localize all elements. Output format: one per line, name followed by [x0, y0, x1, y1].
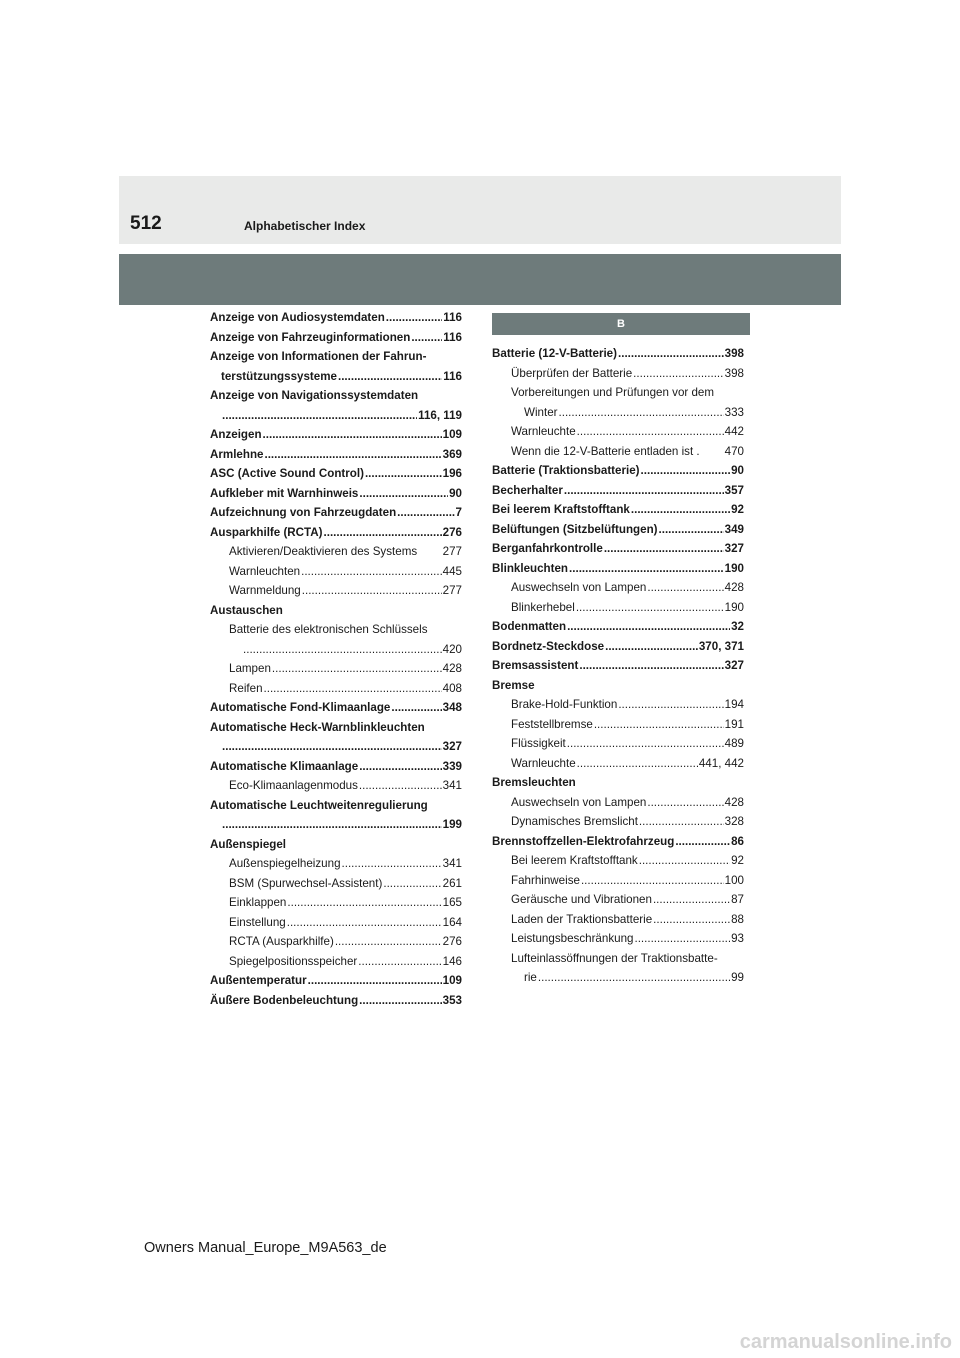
page-reference: 341 — [442, 857, 462, 870]
page-reference: 190 — [724, 561, 744, 575]
index-entry — [492, 695, 744, 715]
leader-dots — [579, 656, 723, 676]
index-entry — [492, 559, 744, 579]
leader-dots — [605, 637, 698, 657]
index-term: terstützungssysteme — [221, 369, 337, 383]
index-term: Winter — [524, 405, 558, 419]
page-reference: 93 — [731, 932, 744, 945]
index-term: Feststellbremse — [511, 717, 593, 731]
page-reference: 90 — [449, 486, 462, 500]
header-band — [119, 176, 841, 244]
index-term: Brake-Hold-Funktion — [511, 698, 618, 711]
index-entry — [210, 562, 462, 582]
index-entry — [210, 406, 462, 426]
page-reference: 428 — [724, 795, 744, 809]
leader-dots — [302, 581, 442, 601]
leader-dots — [308, 971, 442, 991]
leader-dots — [538, 968, 730, 988]
index-entry — [492, 968, 744, 988]
page-reference: 116 — [443, 330, 462, 344]
leader-dots — [272, 659, 442, 679]
index-term: Bordnetz-Steckdose — [492, 639, 605, 653]
footer-text: Owners Manual_Europe_M9A563_de — [144, 1240, 387, 1256]
leader-dots — [633, 364, 723, 384]
index-term: Becherhalter — [492, 483, 563, 497]
index-term: Leistungsbeschränkung — [511, 932, 634, 945]
leader-dots — [653, 910, 730, 930]
leader-dots — [577, 422, 724, 442]
index-term: Austauschen — [210, 603, 283, 617]
index-term: Batterie (Traktionsbatterie) — [492, 464, 640, 477]
index-entry — [492, 754, 744, 774]
index-term: Äußere Bodenbeleuchtung — [210, 993, 359, 1007]
index-term: Belüftungen (Sitzbelüftungen) — [492, 522, 658, 536]
page-reference: 261 — [442, 876, 462, 890]
page-reference: 165 — [442, 896, 462, 909]
index-term: Bei leerem Kraftstofftank — [511, 854, 638, 867]
page-reference: 32 — [731, 620, 744, 633]
page-reference: 370, 371 — [698, 639, 744, 653]
index-entry — [492, 812, 744, 832]
leader-dots — [359, 776, 442, 796]
index-term: Wenn die 12-V-Batterie entladen ist . — [511, 444, 700, 458]
index-entry — [492, 851, 744, 871]
index-term: Geräusche und Vibrationen — [511, 893, 652, 906]
leader-dots — [411, 328, 442, 348]
index-term: Aktivieren/Deaktivieren des Systems — [229, 545, 418, 558]
page-reference: 398 — [724, 347, 744, 360]
leader-dots — [287, 913, 442, 933]
section-letter-bar: B — [492, 313, 750, 335]
index-entry — [492, 637, 744, 657]
index-term: Bei leerem Kraftstofftank — [492, 503, 630, 516]
page-reference: 86 — [731, 834, 744, 848]
page-reference: 408 — [442, 681, 462, 695]
index-entry — [492, 481, 744, 501]
leader-dots — [567, 734, 724, 754]
index-entry — [210, 367, 462, 387]
leader-dots — [641, 461, 731, 481]
index-term: Fahrhinweise — [511, 873, 580, 887]
leader-dots — [391, 698, 441, 718]
index-entry — [492, 442, 744, 462]
page-reference: 88 — [731, 912, 744, 926]
leader-dots — [631, 500, 730, 520]
leader-dots — [342, 854, 442, 874]
index-term: Anzeigen — [210, 428, 262, 441]
watermark: carmanualsonline.info — [739, 1331, 952, 1353]
page-reference: 92 — [731, 854, 744, 867]
page-reference: 327 — [442, 740, 462, 753]
index-term: Automatische Heck-Warnblinkleuchten — [210, 720, 425, 734]
index-term: Einstellung — [229, 915, 286, 929]
index-entry — [210, 523, 462, 543]
page-reference: 489 — [724, 737, 744, 750]
leader-dots — [647, 793, 723, 813]
page-reference: 191 — [724, 717, 744, 731]
index-entry — [210, 815, 462, 835]
index-term: BSM (Spurwechsel-Assistent) — [229, 876, 383, 890]
index-entry — [210, 679, 462, 699]
index-term: Warnleuchten — [229, 564, 301, 578]
index-entry — [210, 757, 462, 777]
index-term: Blinkerhebel — [511, 600, 575, 614]
page-reference: 7 — [455, 506, 462, 519]
leader-dots — [675, 832, 730, 852]
index-term: Bremsleuchten — [492, 776, 576, 789]
page-reference: 116, 119 — [418, 408, 462, 422]
index-term: Flüssigkeit — [511, 737, 566, 750]
leader-dots — [618, 695, 723, 715]
index-entry — [492, 383, 744, 403]
index-entry — [210, 601, 462, 621]
index-entry — [210, 835, 462, 855]
page-reference: 190 — [724, 600, 744, 614]
index-term: Laden der Traktionsbatterie — [511, 912, 653, 926]
section-title: Alphabetischer Index — [244, 219, 366, 233]
page-reference: 328 — [724, 815, 744, 828]
index-term: Warnleuchte — [511, 756, 576, 770]
index-term: Lufteinlassöffnungen der Traktionsbatte- — [511, 951, 718, 965]
index-term: Anzeige von Audiosystemdaten — [210, 311, 385, 324]
leader-dots — [594, 715, 724, 735]
page-reference: 327 — [724, 659, 744, 672]
index-term: Außentemperatur — [210, 974, 307, 987]
index-term: Bremsassistent — [492, 659, 579, 672]
index-term: Anzeige von Fahrzeuginformationen — [210, 330, 411, 344]
leader-dots — [264, 445, 441, 465]
page-reference: 420 — [442, 642, 462, 656]
index-entry — [210, 698, 462, 718]
index-entry — [210, 581, 462, 601]
page-reference: 116 — [443, 369, 462, 383]
index-term: Lampen — [229, 662, 271, 675]
index-term: Warnleuchte — [511, 425, 576, 438]
leader-dots — [358, 952, 441, 972]
index-entry — [492, 832, 744, 852]
page-reference: 339 — [442, 759, 462, 773]
index-term: Spiegelpositionsspeicher — [229, 954, 358, 968]
index-entry — [492, 539, 744, 559]
page-reference: 341 — [442, 779, 462, 792]
index-term: Vorbereitungen und Prüfungen vor dem — [511, 386, 715, 399]
index-term: Aufzeichnung von Fahrzeugdaten — [210, 506, 397, 519]
index-term: Automatische Klimaanlage — [210, 759, 359, 773]
page-reference: 116 — [443, 311, 462, 324]
index-entry — [492, 500, 744, 520]
page-reference: 277 — [442, 545, 462, 558]
page-reference: 398 — [724, 366, 744, 380]
leader-dots — [359, 757, 441, 777]
index-term: rie — [524, 971, 537, 984]
index-entry — [210, 952, 462, 972]
page-reference: 90 — [731, 464, 744, 477]
leader-dots — [604, 539, 724, 559]
index-entry — [210, 464, 462, 484]
leader-dots — [634, 929, 730, 949]
leader-dots — [386, 308, 442, 328]
page-reference: 87 — [731, 893, 744, 906]
leader-dots — [301, 562, 442, 582]
index-entry — [210, 347, 462, 367]
leader-dots — [365, 464, 442, 484]
index-entry — [492, 715, 744, 735]
leader-dots — [383, 874, 441, 894]
page-reference: 369 — [442, 447, 462, 461]
index-term: Berganfahrkontrolle — [492, 542, 603, 555]
page-reference: 276 — [442, 935, 462, 948]
index-term: Batterie des elektronischen Schlüssels — [229, 623, 428, 636]
index-entry — [492, 871, 744, 891]
index-entry — [492, 344, 744, 364]
page-reference: 327 — [724, 542, 744, 555]
index-entry — [210, 854, 462, 874]
index-entry — [210, 913, 462, 933]
leader-dots — [576, 598, 724, 618]
leader-dots — [243, 640, 442, 660]
leader-dots — [581, 871, 724, 891]
index-term: Ausparkhilfe (RCTA) — [210, 525, 323, 539]
index-term: ASC (Active Sound Control) — [210, 467, 364, 480]
index-entry — [210, 659, 462, 679]
index-entry — [492, 617, 744, 637]
leader-dots — [564, 481, 724, 501]
page-reference: 146 — [442, 954, 462, 968]
page-reference: 277 — [442, 584, 462, 597]
index-term: Überprüfen der Batterie — [511, 366, 633, 380]
page-reference: 276 — [442, 525, 462, 539]
page-reference: 109 — [442, 428, 462, 441]
page-number: 512 — [130, 213, 162, 234]
leader-dots — [222, 815, 442, 835]
leader-dots — [397, 503, 454, 523]
leader-dots — [324, 523, 442, 543]
leader-dots — [569, 559, 724, 579]
index-entry — [210, 425, 462, 445]
index-column-left — [210, 308, 462, 1010]
page-reference: 199 — [442, 818, 462, 831]
index-entry — [492, 578, 744, 598]
page-reference: 194 — [724, 698, 744, 711]
leader-dots — [639, 812, 724, 832]
leader-dots — [359, 991, 442, 1011]
leader-dots — [639, 851, 730, 871]
index-entry — [210, 386, 462, 406]
page-reference: 357 — [724, 483, 744, 497]
index-term: Aufkleber mit Warnhinweis — [210, 486, 359, 500]
index-entry — [210, 484, 462, 504]
index-entry — [210, 640, 462, 660]
leader-dots — [263, 425, 442, 445]
index-term: Einklappen — [229, 896, 287, 909]
leader-dots — [647, 578, 723, 598]
index-term: Blinkleuchten — [492, 561, 569, 575]
index-entry — [210, 308, 462, 328]
index-term: Brennstoffzellen-Elektrofahrzeug — [492, 834, 675, 848]
leader-dots — [335, 932, 442, 952]
leader-dots — [559, 403, 724, 423]
index-term: Bodenmatten — [492, 620, 567, 633]
leader-dots — [618, 344, 724, 364]
index-entry — [492, 520, 744, 540]
index-entry — [492, 676, 744, 696]
index-term: Warnmeldung — [229, 584, 301, 597]
page-reference: 428 — [442, 662, 462, 675]
index-entry — [492, 734, 744, 754]
index-term: Armlehne — [210, 447, 264, 461]
index-term: Batterie (12-V-Batterie) — [492, 347, 617, 360]
index-entry — [210, 542, 462, 562]
page-reference: 441, 442 — [698, 756, 744, 770]
leader-dots — [653, 890, 730, 910]
page-reference: 100 — [724, 873, 744, 887]
index-entry — [492, 364, 744, 384]
page-reference: 428 — [724, 581, 744, 594]
index-entry — [492, 929, 744, 949]
index-entry — [210, 328, 462, 348]
index-entry — [210, 445, 462, 465]
index-entry — [210, 971, 462, 991]
index-term: Automatische Fond-Klimaanlage — [210, 701, 391, 714]
index-entry — [210, 874, 462, 894]
index-entry — [210, 718, 462, 738]
header-gray-bar — [119, 254, 841, 305]
page-reference: 99 — [731, 971, 744, 984]
page-reference: 109 — [442, 974, 462, 987]
page-reference: 353 — [442, 993, 462, 1007]
index-entry — [492, 403, 744, 423]
leader-dots — [359, 484, 448, 504]
index-term: Auswechseln von Lampen — [511, 581, 647, 594]
leader-dots — [222, 406, 417, 426]
index-entry — [210, 893, 462, 913]
index-entry — [210, 737, 462, 757]
index-term: Auswechseln von Lampen — [511, 795, 647, 809]
index-entry — [492, 422, 744, 442]
index-term: Dynamisches Bremslicht — [511, 815, 638, 828]
page-reference: 349 — [724, 522, 744, 536]
index-entry — [492, 598, 744, 618]
index-term: Bremse — [492, 678, 535, 692]
index-entry — [492, 949, 744, 969]
page-reference: 196 — [442, 467, 462, 480]
index-entry — [492, 773, 744, 793]
index-entry — [492, 461, 744, 481]
index-term: RCTA (Ausparkhilfe) — [229, 935, 334, 948]
index-entry — [492, 793, 744, 813]
page-reference: 92 — [731, 503, 744, 516]
index-term: Außenspiegelheizung — [229, 857, 341, 870]
index-term: Reifen — [229, 681, 263, 695]
index-term: Außenspiegel — [210, 837, 287, 851]
page-reference: 470 — [724, 444, 744, 458]
index-term: Anzeige von Informationen der Fahrun- — [210, 350, 427, 363]
index-entry — [210, 776, 462, 796]
leader-dots — [417, 542, 443, 562]
index-entry — [210, 503, 462, 523]
index-term: Anzeige von Navigationssystemdaten — [210, 389, 419, 402]
leader-dots — [264, 679, 442, 699]
page-reference: 164 — [442, 915, 462, 929]
leader-dots — [659, 520, 724, 540]
leader-dots — [222, 737, 442, 757]
index-entry — [210, 796, 462, 816]
leader-dots — [577, 754, 698, 774]
index-entry — [492, 910, 744, 930]
page-reference: 442 — [724, 425, 744, 438]
leader-dots — [700, 442, 725, 462]
index-entry — [492, 656, 744, 676]
index-entry — [210, 620, 462, 640]
index-column-right — [492, 344, 744, 988]
index-entry — [210, 932, 462, 952]
index-entry — [210, 991, 462, 1011]
index-term: Automatische Leuchtweitenregulierung — [210, 798, 428, 812]
index-term: Eco-Klimaanlagenmodus — [229, 779, 358, 792]
leader-dots — [287, 893, 441, 913]
leader-dots — [338, 367, 442, 387]
index-entry — [492, 890, 744, 910]
leader-dots — [567, 617, 730, 637]
page-reference: 348 — [442, 701, 462, 714]
page-reference: 445 — [442, 564, 462, 578]
page-reference: 333 — [724, 405, 744, 419]
